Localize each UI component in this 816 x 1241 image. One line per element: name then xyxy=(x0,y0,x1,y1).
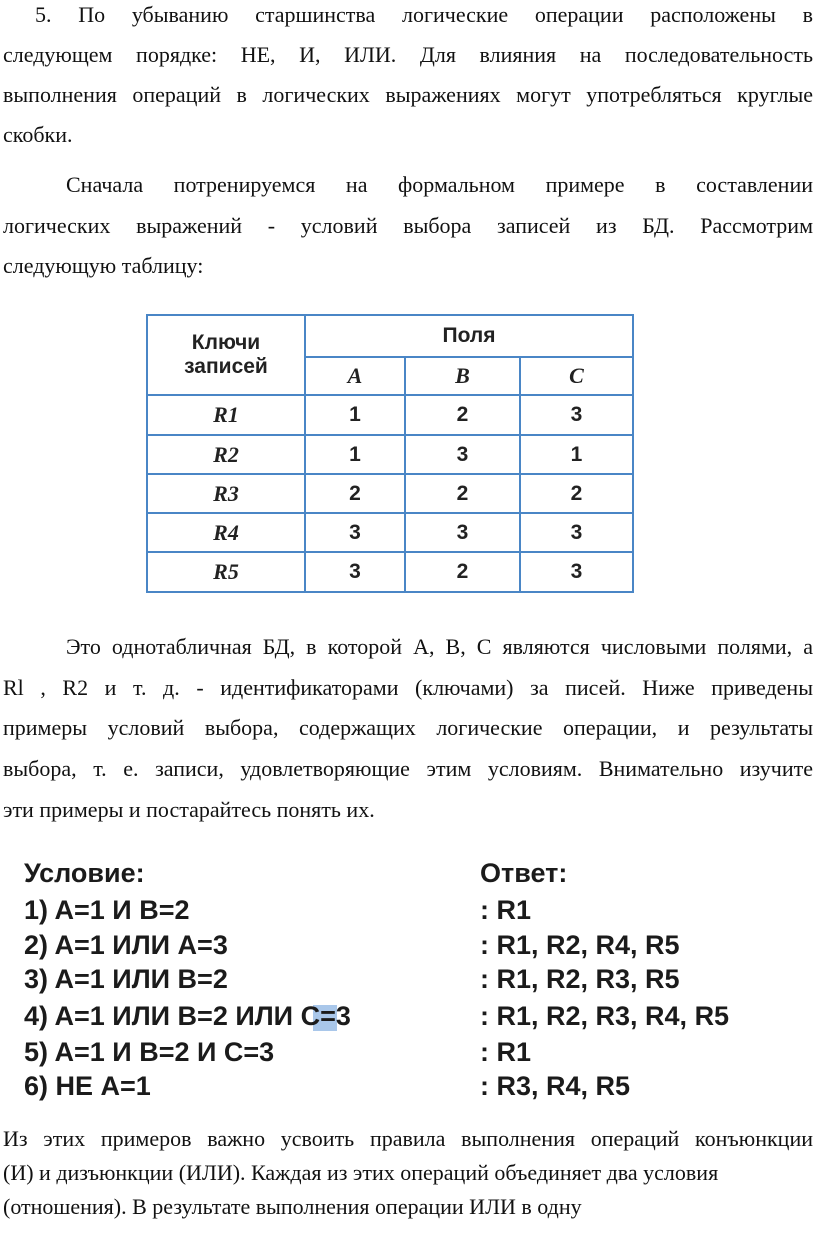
table-row xyxy=(147,552,633,592)
example-condition: 4) A=1 ИЛИ B=2 ИЛИ C=3 xyxy=(24,1001,351,1031)
cell-value: 1 xyxy=(305,435,405,474)
text-line: Rl , R2 и т. д. - идентификаторами (ключами) за писей. Ниже приведены xyxy=(3,675,813,700)
cell-value: 2 xyxy=(305,474,405,513)
text-line: скобки. xyxy=(3,122,73,147)
table-row xyxy=(147,395,633,435)
record-key: R2 xyxy=(147,435,305,474)
cell-value: 2 xyxy=(405,474,520,513)
text-line: Это однотабличная БД, в которой А, В, С являются числовыми полями, а xyxy=(66,634,813,659)
text-line: Сначала потренируемся на формальном примере в составлении xyxy=(66,172,813,197)
key-header-cell xyxy=(147,315,305,395)
example-condition: 3) A=1 ИЛИ B=2 xyxy=(24,964,228,994)
key-header-line2: записей xyxy=(184,355,268,378)
cell-value: 2 xyxy=(405,552,520,592)
example-condition: 1) A=1 И B=2 xyxy=(24,895,190,925)
answer-header: Ответ: xyxy=(480,858,568,888)
text-line: следующем порядке: НЕ, И, ИЛИ. Для влияния на последовательность xyxy=(3,42,813,67)
text-line: (И) и дизъюнкции (ИЛИ). Каждая из этих операций объединяет два условия xyxy=(3,1160,719,1185)
table-row xyxy=(147,513,633,552)
cell-value: 2 xyxy=(405,395,520,435)
example-answer: : R1 xyxy=(480,1037,532,1067)
example-answer: : R1, R2, R3, R4, R5 xyxy=(480,1001,730,1031)
text-line: примеры условий выбора, содержащих логические операции, и результаты xyxy=(3,715,813,740)
text-line: Из этих примеров важно усвоить правила выполнения операций конъюнкции xyxy=(3,1126,813,1151)
record-key: R3 xyxy=(147,474,305,513)
fields-header-cell: Поля xyxy=(305,315,633,357)
example-answer: : R3, R4, R5 xyxy=(480,1071,631,1101)
cell-value: 3 xyxy=(520,395,633,435)
text-line: (отношения). В результате выполнения операции ИЛИ в одну xyxy=(3,1194,582,1219)
column-header-c: C xyxy=(520,357,633,395)
cell-value: 3 xyxy=(305,552,405,592)
example-condition: 6) НЕ A=1 xyxy=(24,1071,151,1101)
records-table xyxy=(146,314,634,593)
example-answer: : R1 xyxy=(480,895,532,925)
cell-value: 1 xyxy=(305,395,405,435)
example-answer: : R1, R2, R3, R5 xyxy=(480,964,680,994)
text-line: выполнения операций в логических выражениях могут употребляться круглые xyxy=(3,82,813,107)
record-key: R4 xyxy=(147,513,305,552)
text-line: эти примеры и постарайтесь понять их. xyxy=(3,797,375,822)
cell-value: 3 xyxy=(405,435,520,474)
table-row xyxy=(147,474,633,513)
text-line: 5. По убыванию старшинства логические операции расположены в xyxy=(35,2,813,27)
condition-header: Условие: xyxy=(24,858,145,888)
record-key: R5 xyxy=(147,552,305,592)
example-condition: 2) A=1 ИЛИ A=3 xyxy=(24,930,228,960)
column-header-a: A xyxy=(305,357,405,395)
example-answer: : R1, R2, R4, R5 xyxy=(480,930,680,960)
cell-value: 1 xyxy=(520,435,633,474)
example-condition: 5) A=1 И B=2 И C=3 xyxy=(24,1037,275,1067)
column-header-b: B xyxy=(405,357,520,395)
text-line: выбора, т. е. записи, удовлетворяющие этим условиям. Внимательно изучите xyxy=(3,756,813,781)
cell-value: 3 xyxy=(405,513,520,552)
cell-value: 3 xyxy=(520,552,633,592)
cell-value: 3 xyxy=(305,513,405,552)
table-row xyxy=(147,435,633,474)
key-header-line1: Ключи xyxy=(191,331,261,354)
record-key: R1 xyxy=(147,395,305,435)
text-line: логических выражений - условий выбора записей из БД. Рассмотрим xyxy=(3,213,813,238)
cell-value: 2 xyxy=(520,474,633,513)
cell-value: 3 xyxy=(520,513,633,552)
text-line: следующую таблицу: xyxy=(3,253,204,278)
